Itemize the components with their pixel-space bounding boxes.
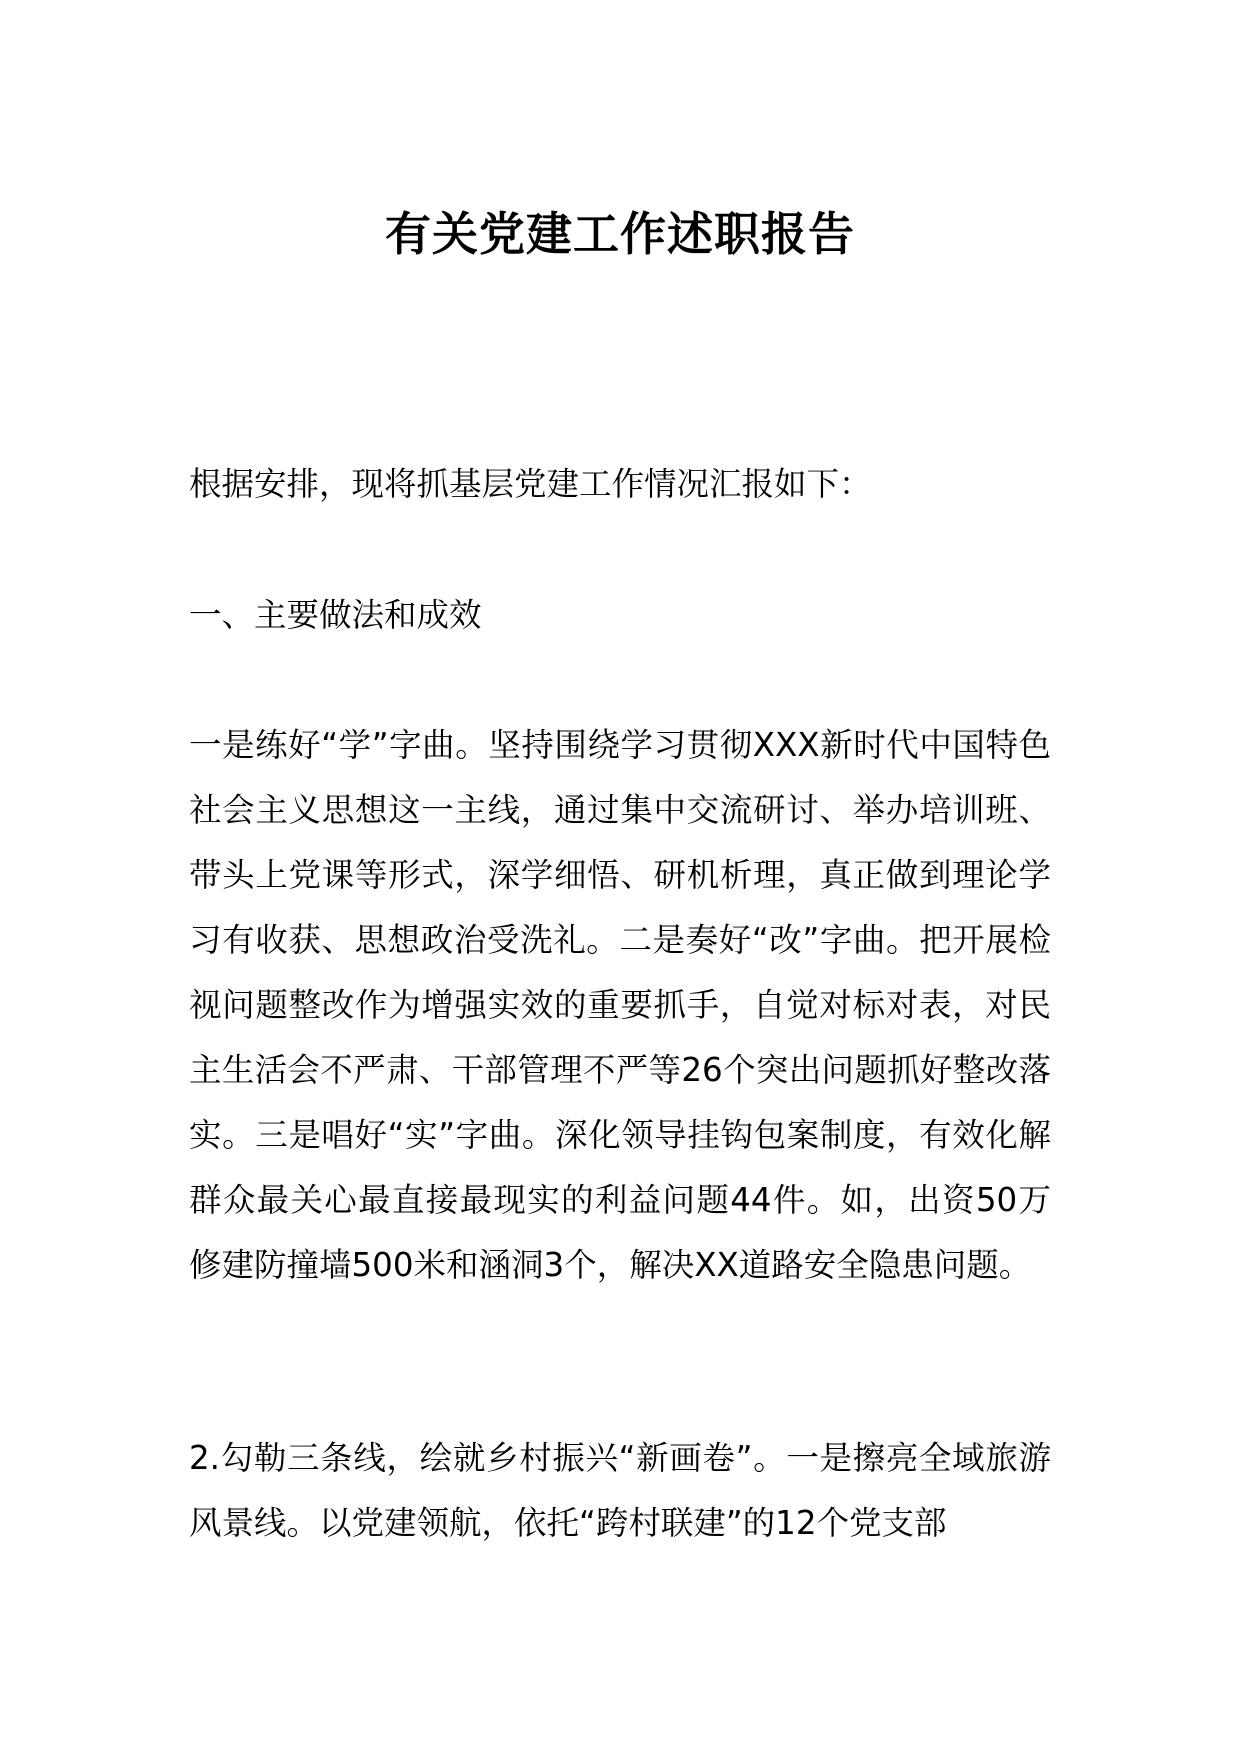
intro-paragraph: 根据安排，现将抓基层党建工作情况汇报如下： <box>189 465 872 503</box>
body-paragraph-2: 2.勾勒三条线，绘就乡村振兴“新画卷”。一是擦亮全域旅游风景线。以党建领航，依托“跨村联建”的12个党支部 <box>189 1439 1051 1542</box>
body-paragraph-1: 一是练好“学”字曲。坚持围绕学习贯彻XXX新时代中国特色社会主义思想这一主线，通过集中交流研讨、举办培训班、带头上党课等形式，深学细悟、研机析理，真正做到理论学习有收获、思想政治受洗礼。二是奏好“改”字曲。把开展检视问题整改作为增强实效的重要抓手，自觉对标对表，对民主生活会不严肃、干部管理不严等26个突出问题抓好整改落实。三是唱好“实”字曲。深化领导挂钩包案制度，有效化解群众最关心最直接最现实的利益问题44件。如，出资50万修建防撞墙500米和涵洞3个，解决XX道路安全隐患问题。 <box>189 726 1051 1284</box>
section-heading: 一、主要做法和成效 <box>189 596 482 634</box>
document-title: 有关党建工作述职报告 <box>385 207 855 261</box>
